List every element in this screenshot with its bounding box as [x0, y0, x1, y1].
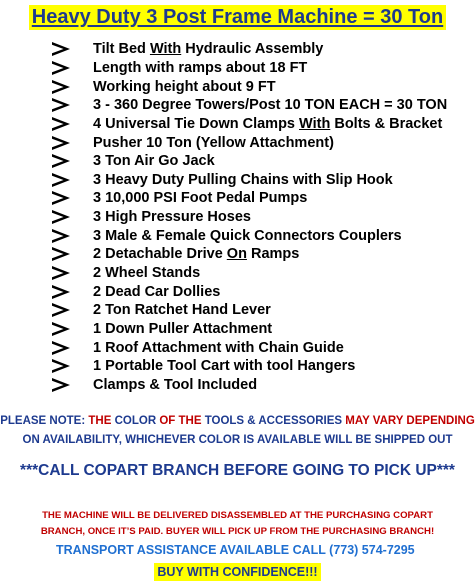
- arrowhead-bullet-icon: [52, 154, 93, 168]
- feature-text-underlined: With: [149, 41, 182, 58]
- feature-text: [93, 377, 257, 393]
- feature-text: [93, 340, 344, 356]
- note-color-word: COLOR: [114, 415, 157, 427]
- feature-text-part: 3 Male & Female Quick Connectors Couplers: [93, 227, 402, 244]
- feature-text-part: 2 Detachable Drive: [93, 246, 227, 263]
- feature-item: [52, 189, 472, 208]
- feature-item: [52, 59, 472, 78]
- note-tools-accessories: TOOLS & ACCESSORIES: [204, 415, 343, 427]
- buy-container: [0, 563, 475, 581]
- arrowhead-bullet-icon: [52, 247, 93, 261]
- color-note-line-2: ON AVAILABILITY, WHICHEVER COLOR IS AVAILABLE WILL BE SHIPPED OUT: [22, 434, 453, 446]
- feature-text-part: 1 Portable Tool Cart with tool Hangers: [93, 358, 356, 375]
- arrowhead-bullet-icon: [52, 191, 93, 205]
- feature-item: [52, 40, 472, 59]
- arrowhead-bullet-icon: [52, 210, 93, 224]
- transport-assistance: TRANSPORT ASSISTANCE AVAILABLE CALL (773) 574-7295: [56, 543, 415, 557]
- arrowhead-bullet-icon: [52, 80, 93, 94]
- arrowhead-bullet-icon: [52, 322, 93, 336]
- feature-text: [93, 172, 393, 188]
- arrowhead-bullet-icon: [52, 266, 93, 280]
- call-branch-notice: ***CALL COPART BRANCH BEFORE GOING TO PICK UP***: [20, 462, 455, 479]
- title-container: [0, 5, 475, 30]
- feature-item: [52, 170, 472, 189]
- feature-text-part: 4 Universal Tie Down Clamps: [93, 115, 300, 132]
- feature-text: [93, 209, 251, 225]
- feature-item: [52, 338, 472, 357]
- feature-text-part: 2 Dead Car Dollies: [93, 283, 221, 300]
- feature-text: [93, 321, 272, 337]
- arrowhead-bullet-icon: [52, 359, 93, 373]
- feature-text: [93, 265, 200, 281]
- feature-item: [52, 245, 472, 264]
- arrowhead-bullet-icon: [52, 61, 93, 75]
- feature-text-part: 2 Wheel Stands: [93, 265, 201, 281]
- arrowhead-bullet-icon: [52, 303, 93, 317]
- feature-text-part: Length with ramps about 18 FT: [93, 59, 308, 76]
- feature-text: [93, 302, 271, 318]
- feature-text: [93, 153, 215, 169]
- delivery-line-1: THE MACHINE WILL BE DELIVERED DISASSEMBLED AT THE PURCHASING COPART: [42, 510, 433, 521]
- feature-text-part: Working height about 9 FT: [93, 78, 276, 95]
- feature-item: [52, 133, 472, 152]
- feature-item: [52, 357, 472, 376]
- feature-text: [93, 135, 334, 151]
- feature-text: [93, 246, 299, 262]
- feature-item: [52, 226, 472, 245]
- feature-text-underlined: On: [226, 246, 247, 263]
- arrowhead-bullet-icon: [52, 285, 93, 299]
- feature-text-part: Ramps: [246, 246, 300, 263]
- feature-text-part: 3 Ton Air Go Jack: [93, 153, 215, 170]
- feature-text-part: 2 Ton Ratchet Hand Lever: [93, 302, 271, 319]
- feature-item: [52, 77, 472, 96]
- color-note: [0, 412, 475, 450]
- arrowhead-bullet-icon: [52, 98, 93, 112]
- arrowhead-bullet-icon: [52, 173, 93, 187]
- feature-text-part: Clamps & Tool Included: [93, 376, 258, 393]
- feature-text-underlined: With: [299, 115, 331, 132]
- feature-item: [52, 376, 472, 395]
- feature-text-part: 1 Down Puller Attachment: [93, 320, 273, 337]
- note-prefix: PLEASE NOTE:: [0, 415, 89, 427]
- feature-text: [93, 60, 307, 76]
- feature-text: [93, 116, 442, 132]
- feature-text: [93, 228, 402, 244]
- feature-text: [93, 79, 276, 95]
- feature-item: [52, 115, 472, 134]
- feature-item: [52, 96, 472, 115]
- feature-text-part: Hydraulic Assembly: [181, 41, 324, 58]
- feature-text-part: Pusher 10 Ton (Yellow Attachment): [93, 134, 334, 151]
- feature-text: [93, 41, 323, 57]
- feature-text-part: 3 - 360 Degree Towers/Post 10 TON EACH = 30 TON: [93, 97, 448, 114]
- delivery-line-2: BRANCH, ONCE IT’S PAID. BUYER WILL PICK UP FROM THE PURCHASING BRANCH!: [40, 526, 435, 537]
- feature-text-part: 1 Roof Attachment with Chain Guide: [93, 339, 344, 356]
- feature-text-part: 3 High Pressure Hoses: [93, 209, 251, 226]
- arrowhead-bullet-icon: [52, 42, 93, 56]
- feature-text: [93, 284, 220, 300]
- feature-list: [52, 40, 472, 394]
- feature-text-part: 3 10,000 PSI Foot Pedal Pumps: [93, 190, 308, 207]
- arrowhead-bullet-icon: [52, 117, 93, 131]
- color-note-line-1: [0, 412, 475, 431]
- feature-item: [52, 208, 472, 227]
- feature-text: [93, 97, 447, 113]
- feature-text: [93, 190, 307, 206]
- note-of-the: OF THE: [156, 415, 205, 427]
- feature-item: [52, 264, 472, 283]
- note-may-vary: MAY VARY DEPENDING: [342, 415, 475, 427]
- page-title: Heavy Duty 3 Post Frame Machine = 30 Ton: [29, 5, 446, 30]
- feature-text: [93, 358, 355, 374]
- feature-item: [52, 152, 472, 171]
- feature-item: [52, 301, 472, 320]
- feature-text-part: 3 Heavy Duty Pulling Chains with Slip Hook: [93, 171, 393, 188]
- arrowhead-bullet-icon: [52, 378, 93, 392]
- feature-item: [52, 320, 472, 339]
- buy-with-confidence: BUY WITH CONFIDENCE!!!: [154, 563, 320, 581]
- delivery-notice: [0, 508, 475, 540]
- arrowhead-bullet-icon: [52, 136, 93, 150]
- arrowhead-bullet-icon: [52, 341, 93, 355]
- arrowhead-bullet-icon: [52, 229, 93, 243]
- feature-text-part: Tilt Bed: [93, 41, 150, 58]
- note-the: THE: [88, 415, 115, 427]
- feature-item: [52, 282, 472, 301]
- feature-text-part: Bolts & Bracket: [330, 115, 443, 132]
